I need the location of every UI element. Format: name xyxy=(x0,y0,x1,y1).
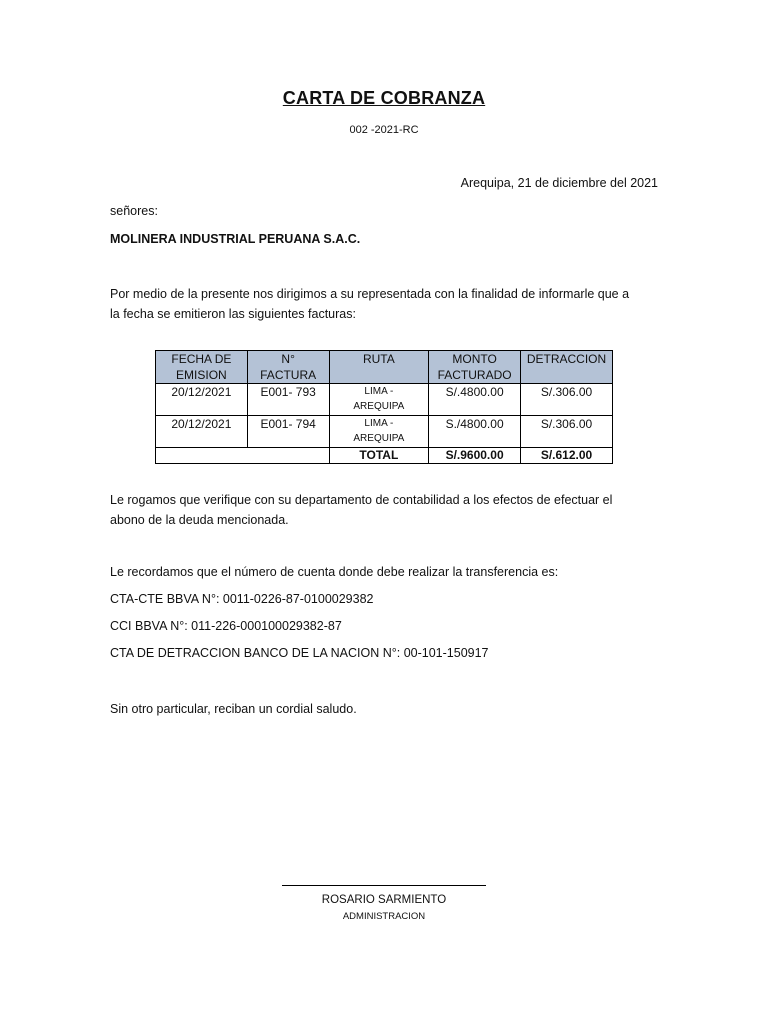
letter-reference: 002 -2021-RC xyxy=(349,124,419,136)
request-line-2: abono de la deuda mencionada. xyxy=(110,513,289,527)
cell-fecha: 20/12/2021 xyxy=(156,416,248,448)
intro-line-2: la fecha se emitieron las siguientes facturas: xyxy=(110,307,356,321)
cell-fecha: 20/12/2021 xyxy=(156,384,248,416)
signature-role: ADMINISTRACION xyxy=(342,911,426,922)
header-monto-facturado: MONTO FACTURADO xyxy=(429,351,521,384)
request-line-1: Le rogamos que verifique con su departamento de contabilidad a los efectos de efectuar el xyxy=(110,493,613,507)
recipient-name: MOLINERA INDUSTRIAL PERUANA S.A.C. xyxy=(110,232,361,246)
cell-ruta: LIMA - AREQUIPA xyxy=(329,416,429,448)
intro-paragraph xyxy=(110,284,658,324)
salutation: señores: xyxy=(110,204,158,218)
request-paragraph xyxy=(110,490,658,530)
cell-detraccion: S/.306.00 xyxy=(521,384,613,416)
total-detraccion: S/.612.00 xyxy=(521,448,613,464)
total-label: TOTAL xyxy=(329,448,429,464)
account-cci: CCI BBVA N°: 011-226-000100029382-87 xyxy=(110,619,342,633)
header-numero-factura: N° FACTURA xyxy=(247,351,329,384)
invoice-table xyxy=(155,350,613,464)
account-detraccion: CTA DE DETRACCION BANCO DE LA NACION N°: 00-101-150917 xyxy=(110,646,489,660)
table-row xyxy=(156,384,613,416)
header-detraccion: DETRACCION xyxy=(521,351,613,384)
total-empty-cell xyxy=(156,448,330,464)
total-monto: S/.9600.00 xyxy=(429,448,521,464)
table-total-row xyxy=(156,448,613,464)
account-intro: Le recordamos que el número de cuenta donde debe realizar la transferencia es: xyxy=(110,565,559,579)
closing-text: Sin otro particular, reciban un cordial saludo. xyxy=(110,702,357,716)
cell-monto: S./4800.00 xyxy=(429,416,521,448)
intro-line-1: Por medio de la presente nos dirigimos a su representada con la finalidad de informarle que a xyxy=(110,287,630,301)
cell-detraccion: S/.306.00 xyxy=(521,416,613,448)
letter-date: Arequipa, 21 de diciembre del 2021 xyxy=(460,176,658,190)
invoice-table-header xyxy=(156,351,613,384)
signature-name: ROSARIO SARMIENTO xyxy=(321,894,447,906)
header-fecha-emision: FECHA DE EMISION xyxy=(156,351,248,384)
cell-monto: S/.4800.00 xyxy=(429,384,521,416)
account-cta-cte: CTA-CTE BBVA N°: 0011-0226-87-0100029382 xyxy=(110,592,374,606)
cell-ruta: LIMA - AREQUIPA xyxy=(329,384,429,416)
table-row xyxy=(156,416,613,448)
letter-title: CARTA DE COBRANZA xyxy=(282,88,486,108)
cell-factura: E001- 794 xyxy=(247,416,329,448)
signature-line xyxy=(282,885,486,886)
header-ruta: RUTA xyxy=(329,351,429,384)
cell-factura: E001- 793 xyxy=(247,384,329,416)
